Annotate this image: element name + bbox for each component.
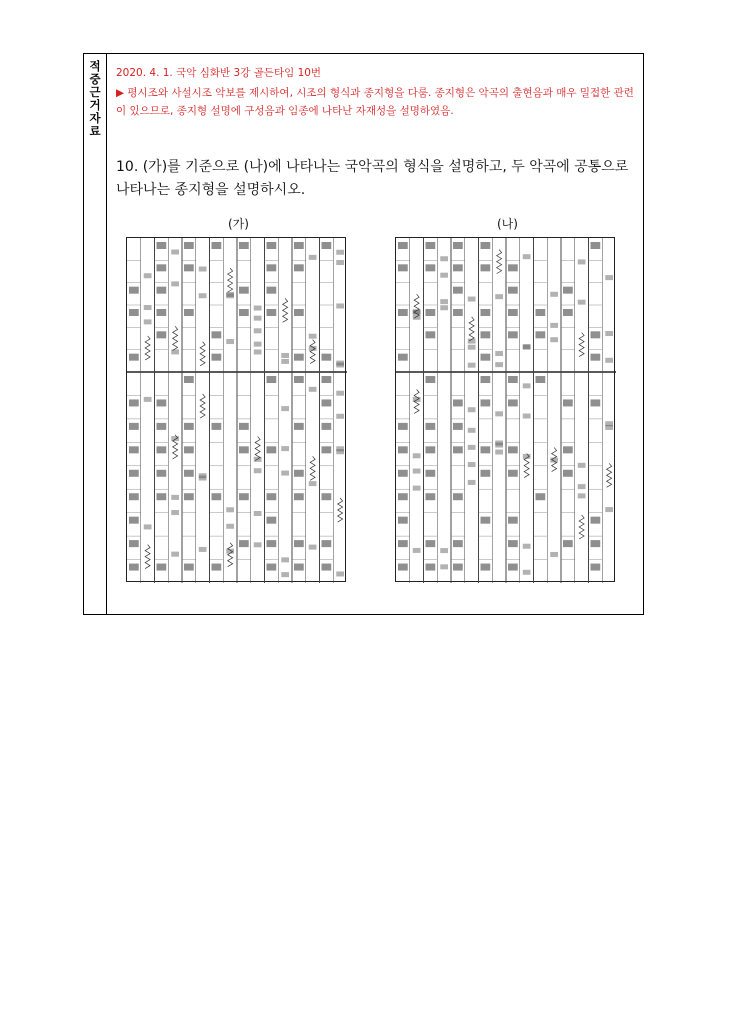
side-column [84, 54, 107, 614]
score-drawing-na [396, 238, 616, 583]
score-drawing-ga [127, 238, 347, 583]
score-image-ga [126, 237, 346, 582]
score-image-na [395, 237, 615, 582]
note-text: ▶ 평시조와 사설시조 악보를 제시하여, 시조의 형식과 종지형을 다룸. 종지형은 악곡의 출현음과 매우 밀접한 관련이 있으므로, 종지형 설명에 구성음과 임종에 나타난 자재성을 설명하였음. [116, 87, 634, 117]
content-area [107, 54, 643, 614]
score-label-ga: (가) [228, 217, 249, 231]
side-label: 적중근거자료 [89, 59, 101, 138]
question-text: 10. (가)를 기준으로 (나)에 나타나는 국악곡의 형식을 설명하고, 두 악곡에 공통으로 나타나는 종지형을 설명하시오. [116, 159, 629, 198]
evidence-box [83, 53, 644, 615]
score-label-na: (나) [497, 217, 518, 231]
source-line: 2020. 4. 1. 국악 심화반 3강 골든타임 10번 [116, 67, 322, 79]
